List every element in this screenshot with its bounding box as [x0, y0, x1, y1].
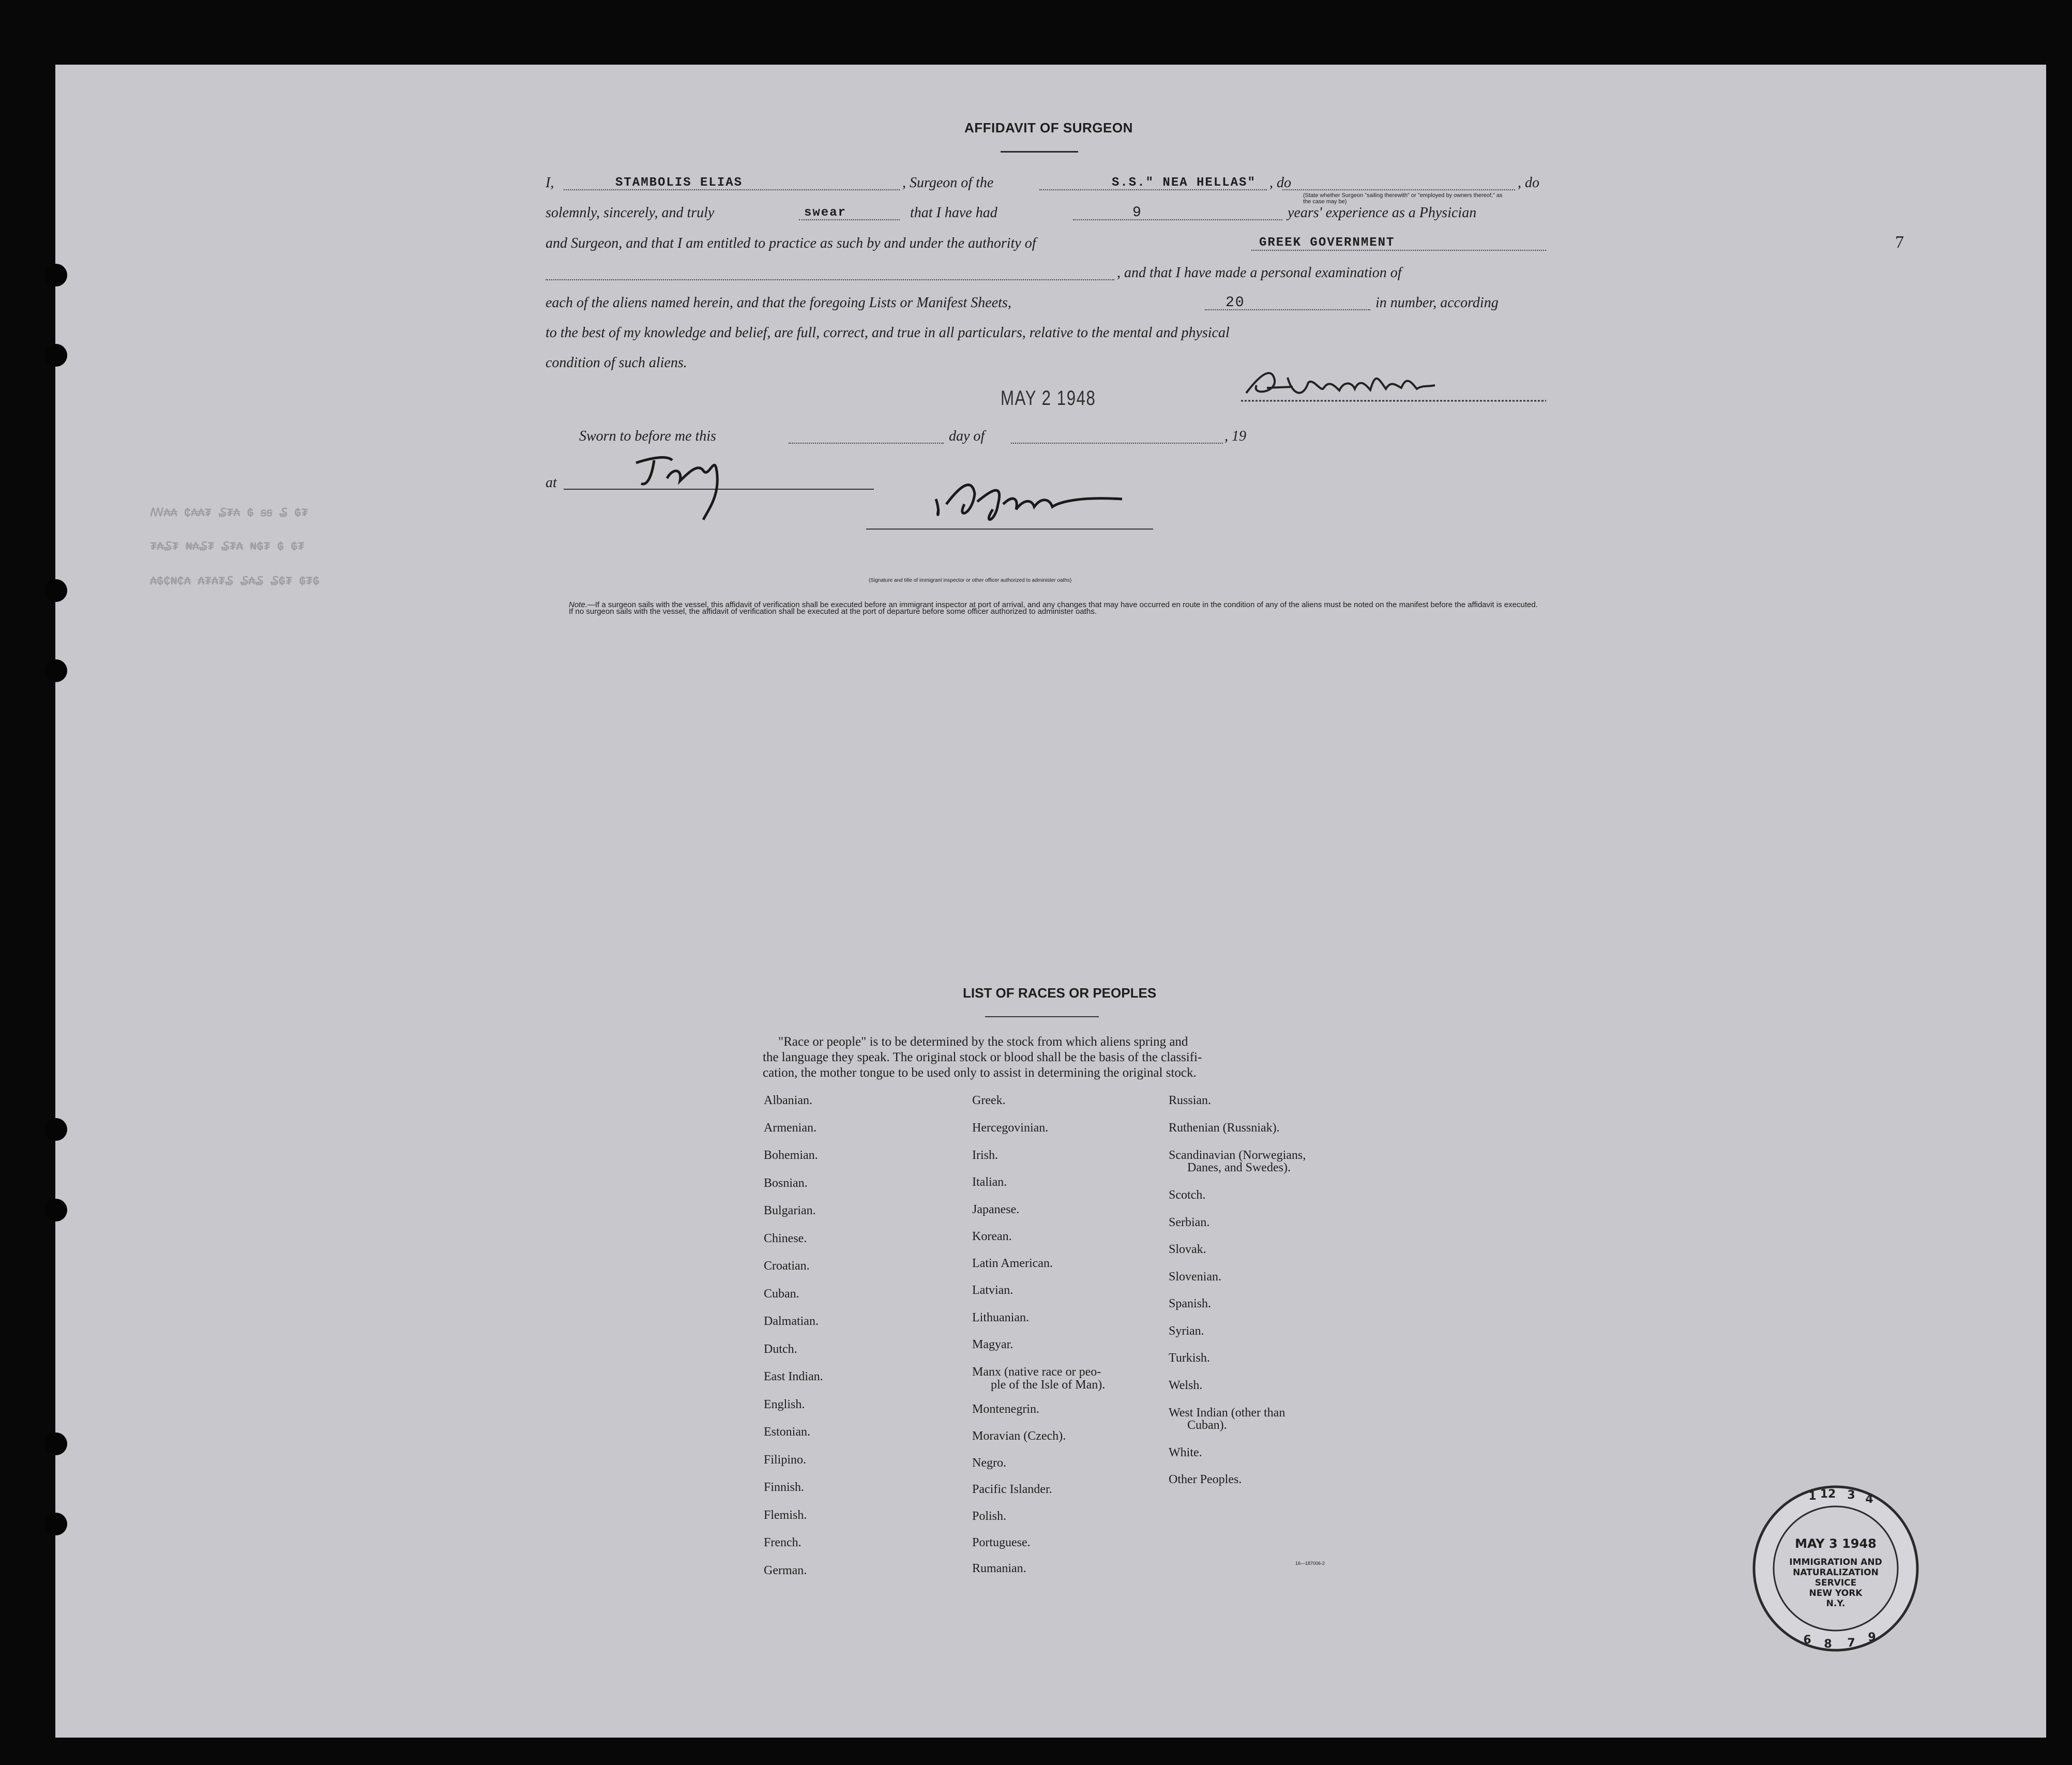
race-item: English. — [764, 1398, 805, 1411]
race-item: Cuban). — [1187, 1419, 1227, 1432]
punch-hole — [44, 1432, 67, 1455]
race-item: Flemish. — [764, 1508, 807, 1522]
race-item: Hercegovinian. — [972, 1121, 1049, 1135]
affidavit-text: in number, according — [1375, 295, 1499, 311]
race-item: Finnish. — [764, 1481, 805, 1494]
race-item: Korean. — [972, 1230, 1012, 1243]
race-item: French. — [764, 1536, 801, 1549]
affidavit-text: condition of such aliens. — [546, 355, 687, 371]
race-item: Turkish. — [1169, 1351, 1210, 1365]
race-item: Armenian. — [764, 1121, 816, 1135]
punch-hole — [44, 344, 67, 367]
affidavit-text: and Surgeon, and that I am entitled to practice as such by and under the authority of — [546, 235, 1036, 251]
affidavit-text: Sworn to before me this — [579, 428, 716, 444]
punch-hole — [44, 659, 67, 682]
bleed-through-text: ꟿ₳₳ ₵₳₳₮ ₷₮₳ ₲ ꞩꞩ ₷ ₲₮ — [150, 507, 308, 520]
race-item: Slovak. — [1169, 1243, 1206, 1256]
intro-line: "Race or people" is to be determined by the stock from which aliens spring and — [778, 1035, 1188, 1049]
seal-digit: 4 — [1865, 1493, 1873, 1506]
race-item: Irish. — [972, 1149, 998, 1162]
race-item: Chinese. — [764, 1232, 807, 1245]
punch-hole — [44, 264, 67, 286]
affidavit-text: each of the aliens named herein, and that the foregoing Lists or Manifest Sheets, — [546, 295, 1011, 311]
fill-line — [1251, 250, 1546, 251]
seal-date: MAY 3 1948 — [1795, 1536, 1877, 1551]
punch-hole — [44, 579, 67, 602]
race-item: West Indian (other than — [1169, 1406, 1285, 1420]
race-item: Spanish. — [1169, 1297, 1212, 1310]
punch-hole — [44, 1199, 67, 1221]
title-underline — [1001, 151, 1078, 153]
fill-line — [546, 279, 1114, 280]
race-item: Greek. — [972, 1094, 1006, 1107]
race-item: Dutch. — [764, 1342, 797, 1356]
inspector-signature — [926, 473, 1184, 535]
affidavit-text: years' experience as a Physician — [1288, 205, 1477, 221]
affidavit-text: , do — [1518, 175, 1539, 191]
race-item: Bulgarian. — [764, 1204, 816, 1217]
seal-digit: 9 — [1868, 1631, 1876, 1644]
affidavit-text: I, — [546, 175, 554, 191]
immigration-seal — [1750, 1483, 1921, 1654]
race-item: Syrian. — [1169, 1324, 1204, 1338]
affidavit-text: solemnly, sincerely, and truly — [546, 205, 715, 221]
signature-caption: (Signature and title of immigrant inspector or other officer authorized to administer oaths) — [869, 578, 1072, 583]
race-item: Danes, and Swedes). — [1187, 1161, 1291, 1174]
affidavit-note — [553, 601, 1546, 615]
race-item: Latin American. — [972, 1257, 1053, 1270]
race-item: Scandinavian (Norwegians, — [1169, 1149, 1306, 1162]
race-item: Estonian. — [764, 1425, 810, 1439]
race-item: Filipino. — [764, 1453, 807, 1467]
punch-hole — [44, 1513, 67, 1535]
affidavit-text: to the best of my knowledge and belief, are full, correct, and true in all particulars, relative to the mental and physical — [546, 325, 1230, 341]
race-item: Manx (native race or peo- — [972, 1365, 1101, 1379]
sheet-count: 20 — [1226, 295, 1245, 311]
seal-text: SERVICE — [1814, 1578, 1857, 1588]
bleed-through-text: ₳₲₵₦₵₳ ₳₮₳₮₷ ₷₳₷ ₷₲₮ ₲₮₲ — [150, 575, 320, 588]
race-item: Japanese. — [972, 1203, 1020, 1216]
fill-line — [1011, 443, 1223, 444]
seal-text: NATURALIZATION — [1793, 1567, 1879, 1578]
seal-text: NEW YORK — [1809, 1588, 1863, 1598]
race-item: East Indian. — [764, 1370, 823, 1383]
race-item: Dalmatian. — [764, 1315, 819, 1328]
race-item: Pacific Islander. — [972, 1483, 1052, 1496]
affidavit-text: at — [546, 475, 557, 491]
form-number: 16—187006-2 — [1295, 1561, 1325, 1566]
intro-line: cation, the mother tongue to be used only to assist in determining the original stock. — [763, 1066, 1197, 1080]
race-item: Bohemian. — [764, 1149, 818, 1162]
seal-digit: 1 — [1808, 1490, 1817, 1503]
intro-line: the language they speak. The original stock or blood shall be the basis of the classifi- — [763, 1050, 1202, 1064]
seal-digit: 12 — [1820, 1488, 1836, 1501]
race-item: Moravian (Czech). — [972, 1429, 1066, 1443]
race-item: Negro. — [972, 1456, 1006, 1470]
place-signature — [631, 447, 755, 525]
affidavit-text: that I have had — [910, 205, 997, 221]
races-title: LIST OF RACES OR PEOPLES — [963, 985, 1157, 1001]
note-label: Note. — [569, 600, 587, 609]
surgeon-name: STAMBOLIS ELIAS — [615, 176, 743, 190]
vessel-name: S.S." NEA HELLAS" — [1112, 176, 1256, 190]
affidavit-title: AFFIDAVIT OF SURGEON — [964, 120, 1133, 135]
surgeon-status-note: (State whether Surgeon "sailing therewith" or "employed by owners thereof," as the case may be) — [1303, 192, 1503, 205]
note-text: —If a surgeon sails with the vessel, this affidavit of verification shall be executed before an immigrant inspector at port of arrival, and any changes that may have occurred en route in the condition of any of the aliens must be noted on the manifest before the affidavit is executed. — [587, 600, 1538, 609]
race-item: Rumanian. — [972, 1562, 1026, 1575]
fill-line — [1282, 189, 1515, 190]
race-item: ple of the Isle of Man). — [991, 1378, 1106, 1392]
authority: GREEK GOVERNMENT — [1259, 236, 1395, 250]
affidavit-text: , and that I have made a personal examination of — [1117, 265, 1402, 281]
race-item: Serbian. — [1169, 1216, 1210, 1229]
race-item: Lithuanian. — [972, 1311, 1029, 1324]
race-item: Other Peoples. — [1169, 1473, 1242, 1486]
race-item: Latvian. — [972, 1284, 1014, 1297]
race-item: Scotch. — [1169, 1188, 1206, 1202]
affidavit-text: day of — [949, 428, 985, 444]
affidavit-text: , do — [1269, 175, 1291, 191]
race-item: Ruthenian (Russniak). — [1169, 1121, 1280, 1135]
signature-line — [866, 529, 1153, 530]
race-item: Slovenian. — [1169, 1270, 1221, 1284]
race-item: Montenegrin. — [972, 1402, 1039, 1416]
affidavit-text: , 19 — [1224, 428, 1246, 444]
margin-mark: 7 — [1895, 233, 1904, 252]
fill-line — [1073, 219, 1282, 220]
race-item: Polish. — [972, 1510, 1007, 1523]
seal-digit: 6 — [1803, 1634, 1811, 1647]
seal-text: N.Y. — [1826, 1598, 1846, 1609]
race-item: White. — [1169, 1446, 1202, 1459]
race-item: Magyar. — [972, 1338, 1014, 1351]
date-stamp: MAY 2 1948 — [1001, 387, 1096, 410]
race-item: Croatian. — [764, 1259, 810, 1273]
race-item: German. — [764, 1564, 807, 1577]
years-experience: 9 — [1132, 205, 1142, 221]
race-item: Portuguese. — [972, 1536, 1031, 1549]
bleed-through-text: ₮₳₷₮ ₦₳₷₮ ₷₮₳ ₦₲₮ ₲ ₲₮ — [150, 540, 305, 553]
fill-line — [789, 443, 944, 444]
surgeon-signature — [1231, 357, 1551, 409]
races-intro — [763, 1034, 1352, 1081]
seal-text: IMMIGRATION AND — [1789, 1557, 1882, 1567]
seal-digit: 7 — [1847, 1637, 1855, 1650]
note-text: If no surgeon sails with the vessel, the affidavit of verification shall be executed at the port of departure before some officer authorized to administer oaths. — [569, 607, 1097, 616]
race-item: Italian. — [972, 1175, 1007, 1189]
punch-hole — [44, 1118, 67, 1141]
seal-digit: 8 — [1824, 1638, 1832, 1651]
race-item: Russian. — [1169, 1094, 1212, 1107]
title-underline — [985, 1016, 1099, 1017]
affidavit-text: , Surgeon of the — [902, 175, 994, 191]
race-item: Bosnian. — [764, 1176, 808, 1190]
seal-digit: 3 — [1847, 1489, 1855, 1502]
race-item: Albanian. — [764, 1094, 812, 1107]
race-item: Cuban. — [764, 1287, 799, 1301]
race-item: Welsh. — [1169, 1379, 1203, 1392]
oath-type: swear — [804, 206, 847, 220]
